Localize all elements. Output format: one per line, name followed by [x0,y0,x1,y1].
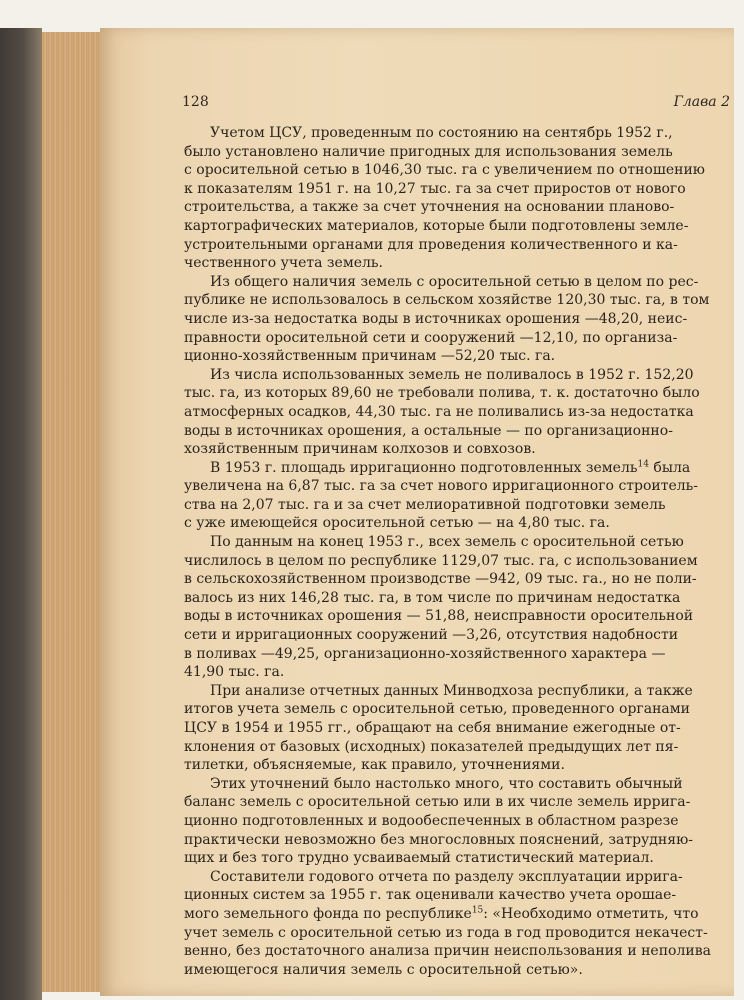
text-line [184,422,712,441]
text-line [184,329,712,348]
text-line [184,124,712,143]
text-line [184,459,712,478]
text-line-content: строительства, а также за счет уточнения на основании планово- [184,199,675,216]
page-edges [42,32,102,992]
text-line-content: имеющегося наличия земель с оросительной сетью». [184,961,583,978]
text-line-content: к показателям 1951 г. на 10,27 тыс. га за счет приростов от нового [184,180,686,197]
text-line-content: чественного учета земель. [184,255,383,272]
text-line [184,366,712,385]
text-line [184,905,712,924]
page-header [0,94,744,114]
text-line-content: с оросительной сетью в 1046,30 тыс. га с увеличением по отношению [184,162,705,179]
text-line [184,719,712,738]
text-line-content: воды в источниках орошения — 51,88, неисправности оросительной [184,608,694,625]
text-line [184,849,712,868]
text-line [184,161,712,180]
text-line [184,812,712,831]
text-line [184,868,712,887]
text-line-content: Этих уточнений было настолько много, что составить обычный [210,775,683,792]
text-line-content: в сельскохозяйственном производстве —942, 09 тыс. га., но не поли- [184,571,697,588]
text-line-content: ционных систем за 1955 г. так оценивали качество учета орошае- [184,887,677,904]
text-line-content: правности оросительной сети и сооружений —12,10, по организа- [184,329,678,346]
text-line [184,440,712,459]
text-line-content: клонения от базовых (исходных) показателей предыдущих лет пя- [184,738,679,755]
text-line-content: щих и без того трудно усваиваемый статистический материал. [184,850,654,867]
text-line [184,626,712,645]
text-line [184,496,712,515]
text-line-content: тилетки, объясняемые, как правило, уточнениями. [184,757,565,774]
page-number: 128 [182,94,209,110]
text-line-content: баланс земель с оросительной сетью или в их числе земель ирригa- [184,794,691,811]
text-line-content: числе из-за недостатка воды в источниках орошения —48,20, неис- [184,310,688,327]
text-line [184,961,712,980]
footnote-marker: 14 [637,459,649,470]
text-line [184,254,712,273]
text-line [184,589,712,608]
text-line-content: публике не использовалось в сельском хозяйстве 120,30 тыс. га, в том [184,292,710,309]
text-line [184,645,712,664]
text-line-content: 41,90 тыс. га. [184,664,285,681]
text-line-content: хозяйственным причинам колхозов и совхозов. [184,441,536,458]
text-line-content: В 1953 г. площадь ирригационно подготовленных земель [210,459,638,476]
text-line [184,793,712,812]
text-line-content: Учетом ЦСУ, проведенным по состоянию на сентябрь 1952 г., [210,125,673,141]
text-line-content: итогов учета земель с оросительной сетью, проведенного органами [184,701,691,718]
text-line-content: устроительными органами для проведения количественного и ка- [184,236,678,253]
text-line-content: ционно подготовленных и водообеспеченных в областном разрезе [184,812,679,829]
text-line [184,180,712,199]
text-line [184,514,712,533]
text-line-content: числилось в целом по республике 1129,07 тыс. га, с использованием [184,552,698,569]
text-line-content: ционно-хозяйственным причинам —52,20 тыс. га. [184,348,556,365]
text-line [184,403,712,422]
text-line-content: сети и ирригационных сооружений —3,26, отсутствия надобности [184,627,679,644]
text-line [184,756,712,775]
text-line-content: венно, без достаточного анализа причин неиспользования и неполива [184,943,711,960]
text-line-content: По данным на конец 1953 г., всех земель с оросительной сетью [210,534,684,551]
text-line [184,552,712,571]
text-line-content: ЦСУ в 1954 и 1955 гг., обращают на себя внимание ежегодные от- [184,720,681,736]
text-line [184,700,712,719]
text-line-content: с уже имеющейся оросительной сетью — на 4,80 тыс. га. [184,515,610,532]
body-text [184,124,712,979]
text-line-content: увеличена на 6,87 тыс. га за счет нового ирригационного строитель- [184,478,699,495]
text-line-content: При анализе отчетных данных Минводхоза республики, а также [210,682,693,699]
text-line-content: Составители годового отчета по разделу эксплуатации ирригa- [210,868,683,885]
text-line-content: Из числа использованных земель не поливалось в 1952 г. 152,20 [210,366,694,383]
text-line [184,682,712,701]
text-line [184,291,712,310]
text-line-continuation: : «Необходимо отметить, что [483,905,699,922]
running-head: Глава 2 [673,94,730,110]
text-line [184,607,712,626]
text-line-content: Из общего наличия земель с оросительной сетью в целом по рес- [210,273,699,290]
text-line-content: учет земель с оросительной сетью из года в год проводится некачест- [184,924,708,941]
text-line [184,236,712,255]
text-line [184,570,712,589]
footnote-marker: 15 [471,905,484,916]
text-line [184,477,712,496]
text-line [184,831,712,850]
text-line-content: воды в источниках орошения, а остальные — по организационно- [184,422,673,439]
text-line [184,924,712,943]
text-line-continuation: была [648,459,691,476]
text-line [184,886,712,905]
text-line-content: мого земельного фонда по республике [184,905,472,922]
text-line [184,273,712,292]
text-line [184,310,712,329]
text-line-content: ства на 2,07 тыс. га и за счет мелиоративной подготовки земель [184,496,666,513]
text-line-content: в поливах —49,25, организационно-хозяйственного характера — [184,645,666,662]
text-line [184,347,712,366]
text-line [184,198,712,217]
text-line-content: практически невозможно без многословных пояснений, затрудняю- [184,831,693,848]
text-line [184,942,712,961]
text-line-content: было установлено наличие пригодных для использования земель [184,143,673,160]
text-line [184,384,712,403]
text-line [184,738,712,757]
text-line [184,143,712,162]
text-line-content: тыс. га, из которых 89,60 не требовали полива, т. к. достаточно было [184,385,700,402]
text-line-content: картографических материалов, которые были подготовлены земле- [184,217,689,234]
text-line [184,775,712,794]
text-line [184,533,712,552]
text-line [184,663,712,682]
book-shadow-edge [0,28,42,1000]
text-line [184,217,712,236]
text-line-content: валось из них 146,28 тыс. га, в том числе по причинам недостатка [184,589,681,606]
text-line-content: атмосферных осадков, 44,30 тыс. га не поливались из-за недостатка [184,403,694,420]
